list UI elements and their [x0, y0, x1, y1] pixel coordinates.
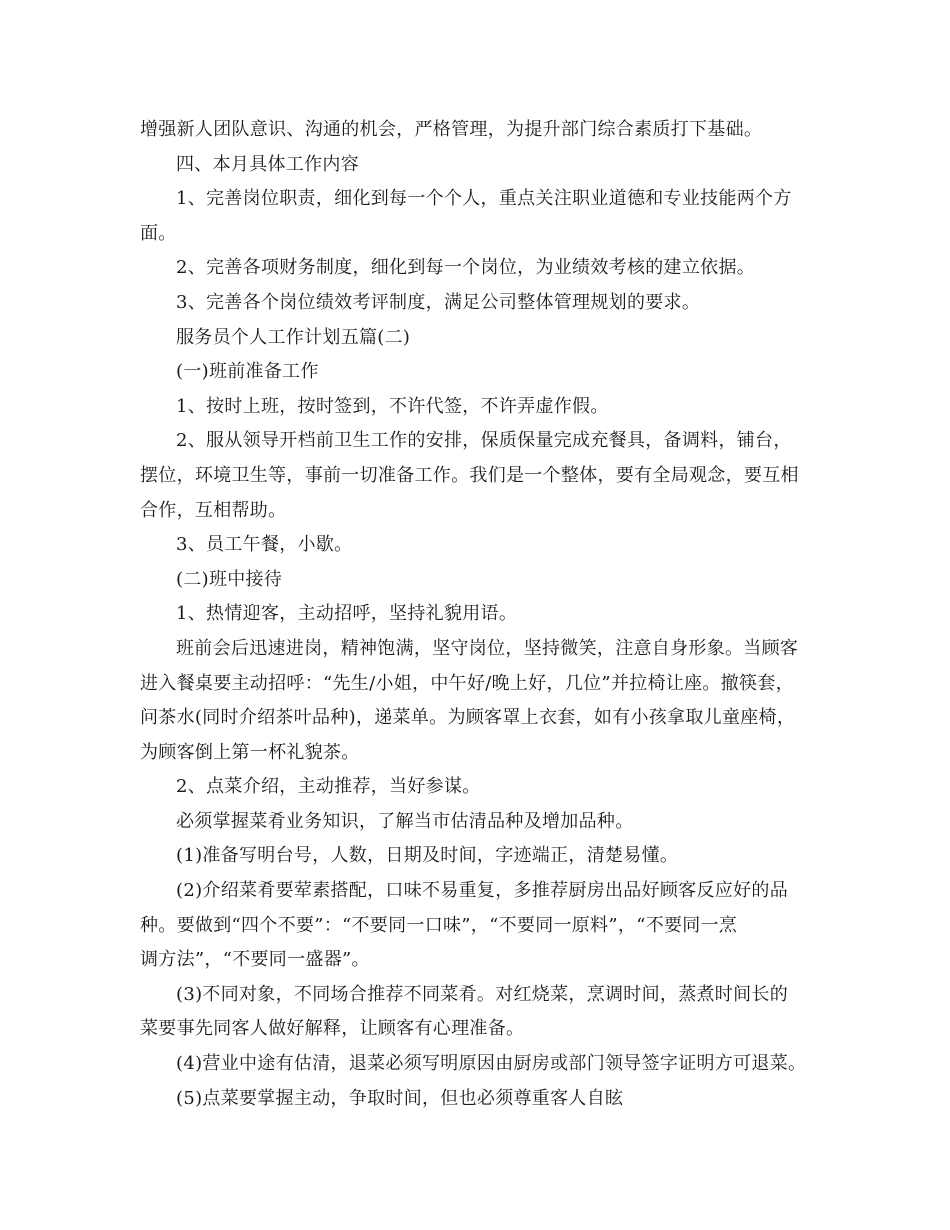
text-line: 面。 [140, 222, 177, 244]
text-line: 3、员工午餐，小歇。 [176, 534, 353, 556]
text-line: 种。要做到“四个不要”：“不要同一口味”，“不要同一原料”，“不要同一烹 [140, 914, 738, 936]
text-line: (1)准备写明台号，人数，日期及时间，字迹端正，清楚易懂。 [176, 845, 679, 867]
text-line: (5)点菜要掌握主动，争取时间，但也必须尊重客人自眩 [176, 1087, 624, 1109]
text-line: 1、完善岗位职责，细化到每一个个人，重点关注职业道德和专业技能两个方 [176, 188, 792, 210]
text-line: 必须掌握菜肴业务知识，了解当市估清品种及增加品种。 [176, 810, 634, 832]
text-line: (4)营业中途有估清，退菜必须写明原因由厨房或部门领导签字证明方可退菜。 [176, 1053, 807, 1075]
text-line: (一)班前准备工作 [176, 361, 319, 383]
text-line: 菜要事先同客人做好解释，让顾客有心理准备。 [140, 1018, 525, 1040]
text-line: 1、按时上班，按时签到，不许代签，不许弄虚作假。 [176, 395, 609, 417]
text-line: 摆位，环境卫生等，事前一切准备工作。我们是一个整体，要有全局观念，要互相 [140, 464, 799, 486]
text-line: 班前会后迅速进岗，精神饱满，坚守岗位，坚持微笑，注意自身形象。当顾客 [176, 637, 799, 659]
text-line: (3)不同对象，不同场合推荐不同菜肴。对红烧菜，烹调时间，蒸煮时间长的 [176, 983, 788, 1005]
text-line: 为顾客倒上第一杯礼貌茶。 [140, 741, 360, 763]
text-line: 2、完善各项财务制度，细化到每一个岗位，为业绩效考核的建立依据。 [176, 257, 756, 279]
text-line: 3、完善各个岗位绩效考评制度，满足公司整体管理规划的要求。 [176, 291, 701, 313]
text-line: (2)介绍菜肴要荤素搭配，口味不易重复，多推荐厨房出品好顾客反应好的品 [176, 880, 788, 902]
text-line: 增强新人团队意识、沟通的机会，严格管理，为提升部门综合素质打下基础。 [140, 119, 763, 140]
text-line: 服务员个人工作计划五篇(二) [176, 326, 411, 348]
text-line: 1、热情迎客，主动招呼，坚持礼貌用语。 [176, 603, 518, 625]
text-line: 问茶水(同时介绍茶叶品种)，递菜单。为顾客罩上衣套，如有小孩拿取儿童座椅， [140, 707, 796, 729]
document-body [140, 113, 820, 1116]
text-line: 合作，互相帮助。 [140, 499, 287, 521]
text-line: 进入餐桌要主动招呼：“先生/小姐，中午好/晚上好，几位”并拉椅让座。撤筷套， [140, 672, 794, 694]
text-line: 2、服从领导开档前卫生工作的安排，保质保量完成充餐具，备调料，铺台， [176, 430, 792, 452]
text-line: (二)班中接待 [176, 568, 283, 590]
text-line: 四、本月具体工作内容 [176, 153, 359, 175]
text-line: 调方法”，“不要同一盛器”。 [140, 949, 370, 971]
text-line: 2、点菜介绍，主动推荐，当好参谋。 [176, 776, 481, 798]
